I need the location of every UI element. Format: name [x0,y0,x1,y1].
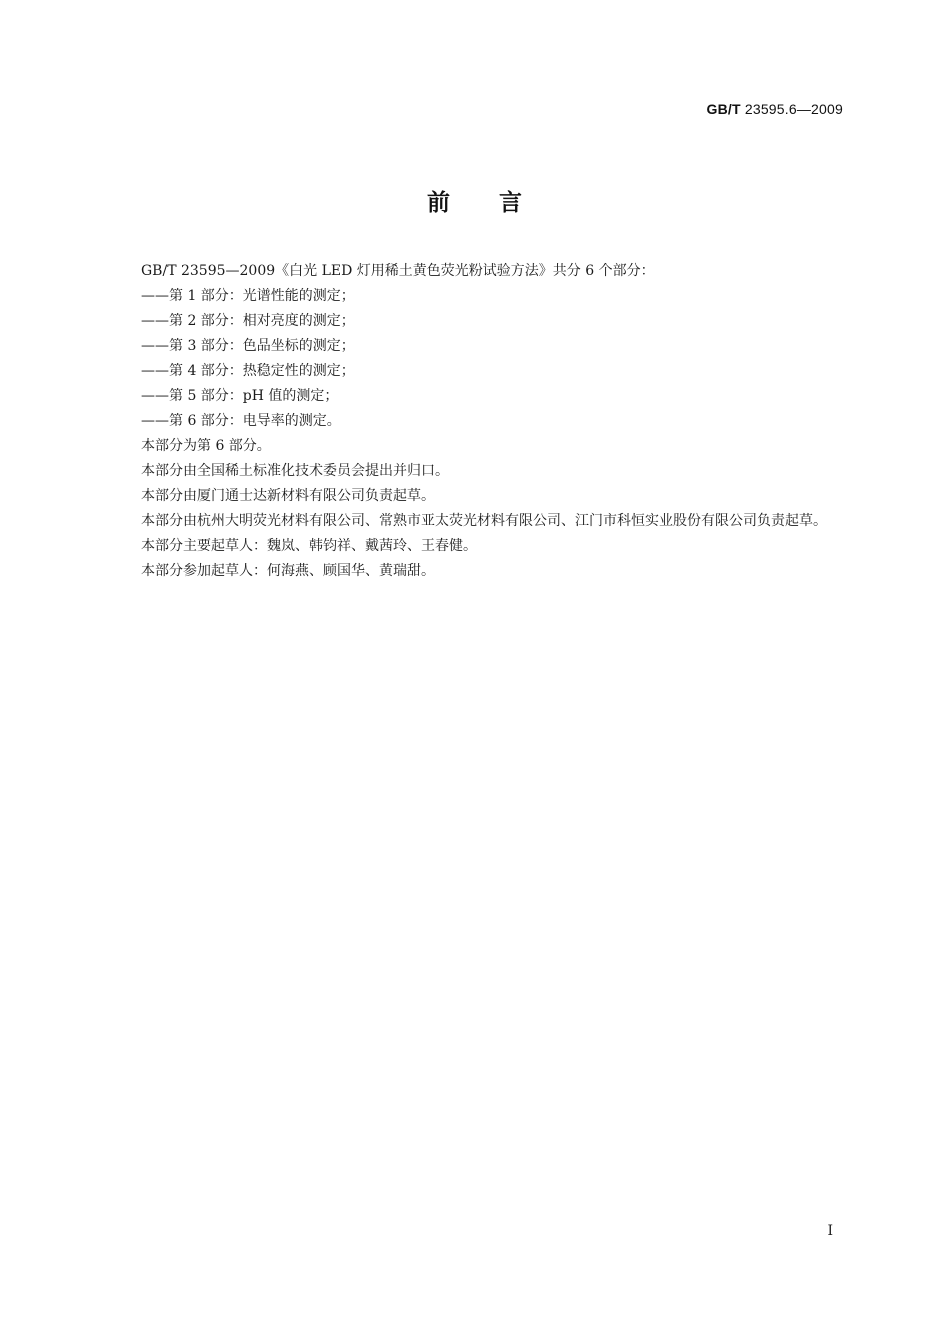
main-drafters-statement: 本部分主要起草人：魏岚、韩钧祥、戴茜玲、王春健。 [141,538,477,554]
drafter-statement: 本部分由厦门通士达新材料有限公司负责起草。 [141,488,435,504]
page-number: I [827,1223,833,1239]
participating-drafters-statement: 本部分参加起草人：何海燕、顾国华、黄瑞甜。 [141,563,435,579]
standard-prefix: GB/T [706,101,741,117]
proposer-statement: 本部分由全国稀土标准化技术委员会提出并归口。 [141,463,449,479]
part-list-item: ——第 2 部分：相对亮度的测定； [141,313,355,329]
part-list-item: ——第 5 部分：pH 值的测定； [141,388,339,404]
page-title [0,184,950,217]
intro-paragraph: GB/T 23595—2009《白光 LED 灯用稀土黄色荧光粉试验方法》共分 6 个部分： [141,263,655,279]
part-list-item: ——第 6 部分：电导率的测定。 [141,413,341,429]
foreword-body [108,259,843,584]
title-char-1: 前 [427,190,451,216]
part-list-item: ——第 3 部分：色品坐标的测定； [141,338,355,354]
standard-number: 23595.6—2009 [744,101,843,117]
co-drafter-statement: 本部分由杭州大明荧光材料有限公司、常熟市亚太荧光材料有限公司、江门市科恒实业股份有限公司负责起草。 [141,513,827,529]
part-list-item: ——第 4 部分：热稳定性的测定； [141,363,355,379]
this-part-statement: 本部分为第 6 部分。 [141,438,271,454]
title-char-2: 言 [499,190,523,216]
standard-code [707,101,844,117]
part-list-item: ——第 1 部分：光谱性能的测定； [141,288,355,304]
